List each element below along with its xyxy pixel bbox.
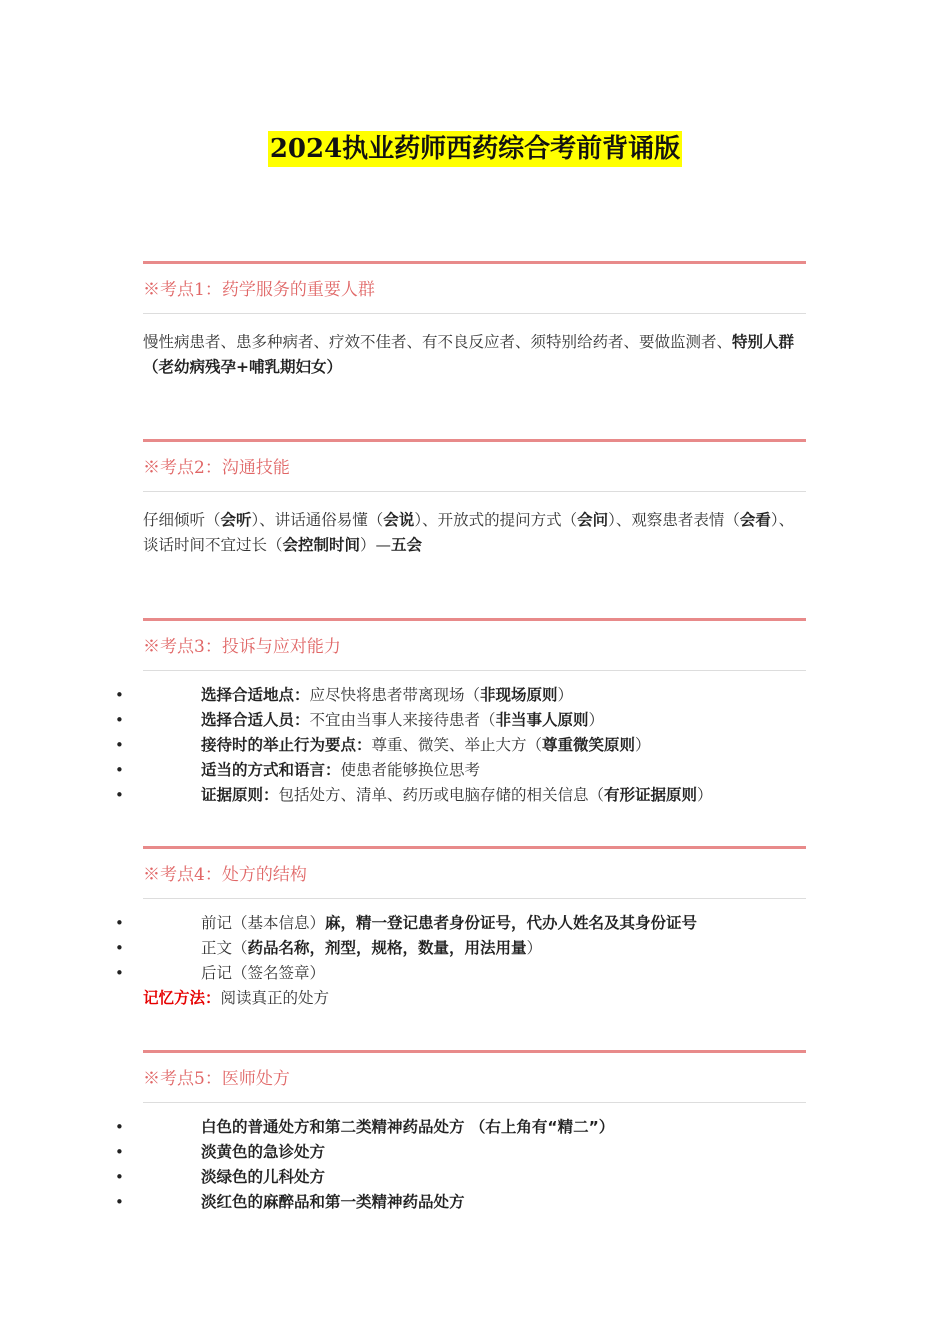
item-bold: 非当事人原则: [495, 711, 589, 729]
item-end: ）: [697, 786, 713, 804]
section-1-heading: ※考点1：药学服务的重要人群: [143, 279, 806, 314]
item-bold: 尊重微笑原则: [542, 736, 636, 754]
list-item: [143, 733, 806, 758]
item-end: ）: [557, 686, 574, 704]
section-2-heading: ※考点2：沟通技能: [143, 457, 806, 492]
s2-text-6: ）—: [360, 536, 392, 554]
s2-bold-1: 会听: [220, 511, 252, 529]
s2-bold-2: 会说: [383, 511, 415, 529]
title-wrap: [0, 131, 950, 167]
s2-bold-6: 五会: [391, 536, 423, 554]
item-text: 应尽快将患者带离现场（: [309, 686, 481, 704]
item-bold: 麻，精一登记患者身份证号，代办人姓名及其身份证号: [325, 914, 698, 932]
item-text: 不宜由当事人来接待患者（: [309, 711, 496, 729]
item-bold: 药品名称，剂型，规格，数量，用法用量: [247, 939, 527, 957]
section-1-text: [143, 330, 806, 380]
section-5-list: [143, 1115, 806, 1215]
item-bold: 非现场原则: [480, 686, 558, 704]
item-end: ）: [635, 736, 651, 754]
item-bold: 淡黄色的急诊处方: [201, 1143, 326, 1161]
list-item: [143, 783, 806, 808]
s2-text-4: ）、观察患者表情（: [608, 511, 740, 529]
section-3-heading: ※考点3：投诉与应对能力: [143, 636, 806, 671]
list-item: [143, 911, 806, 936]
s2-text-1: 仔细倾听（: [143, 511, 221, 529]
item-text: 包括处方、清单、药历或电脑存储的相关信息（: [278, 786, 605, 804]
list-item: [143, 1190, 806, 1215]
item-bold: 淡绿色的儿科处方: [201, 1168, 326, 1186]
section-5: [143, 1050, 806, 1215]
item-label: 接待时的举止行为要点：: [201, 736, 372, 754]
list-item: [143, 936, 806, 961]
section-4-list: [143, 911, 806, 986]
list-item: [143, 1165, 806, 1190]
item-bold: 淡红色的麻醉品和第一类精神药品处方: [201, 1193, 465, 1211]
item-text: 使患者能够换位思考: [340, 761, 481, 779]
section-4: [143, 846, 806, 1011]
section-3-list: [143, 683, 806, 808]
section-1: [143, 261, 806, 380]
document-title: 2024执业药师西药综合考前背诵版: [268, 131, 682, 167]
memory-method: [143, 986, 806, 1011]
list-item: [143, 1115, 806, 1140]
section-rule: [143, 439, 806, 442]
section-5-heading: ※考点5：医师处方: [143, 1068, 806, 1103]
list-item: [143, 758, 806, 783]
item-label: 选择合适人员：: [201, 711, 310, 729]
s2-text-3: ）、开放式的提问方式（: [414, 511, 578, 529]
memory-method-label: 记忆方法：: [143, 989, 221, 1007]
item-label: 证据原则：: [201, 786, 279, 804]
section-rule: [143, 1050, 806, 1053]
item-end: ）: [526, 939, 543, 957]
section-4-heading: ※考点4：处方的结构: [143, 864, 806, 899]
section-rule: [143, 846, 806, 849]
section-1-bold: 特别人群（老幼病残孕+哺乳期妇女）: [143, 333, 795, 376]
list-item: [143, 961, 806, 986]
section-2-text: [143, 508, 806, 558]
list-item: [143, 1140, 806, 1165]
item-end: ）: [588, 711, 605, 729]
s2-bold-4: 会看: [739, 511, 771, 529]
section-3: [143, 618, 806, 808]
item-label: 适当的方式和语言：: [201, 761, 341, 779]
item-label: 选择合适地点：: [201, 686, 310, 704]
list-item: [143, 683, 806, 708]
section-rule: [143, 261, 806, 264]
s2-text-5: ）、谈话时间不宜过长（: [143, 511, 795, 554]
s2-bold-5: 会控制时间: [282, 536, 361, 554]
item-text: 后记（签名签章）: [201, 964, 326, 982]
section-rule: [143, 618, 806, 621]
item-bold: 白色的普通处方和第二类精神药品处方 （右上角有“精二”）: [201, 1118, 615, 1136]
item-text: 尊重、微笑、举止大方（: [371, 736, 543, 754]
s2-text-2: ）、讲话通俗易懂（: [251, 511, 384, 529]
s2-bold-3: 会问: [577, 511, 609, 529]
list-item: [143, 708, 806, 733]
item-text: 正文（: [201, 939, 248, 957]
memory-method-text: 阅读真正的处方: [220, 989, 330, 1007]
section-2: [143, 439, 806, 558]
item-bold: 有形证据原则: [604, 786, 698, 804]
item-text: 前记（基本信息）: [201, 914, 326, 932]
section-1-plain: 慢性病患者、患多种病者、疗效不佳者、有不良反应者、须特别给药者、要做监测者、: [143, 333, 733, 351]
